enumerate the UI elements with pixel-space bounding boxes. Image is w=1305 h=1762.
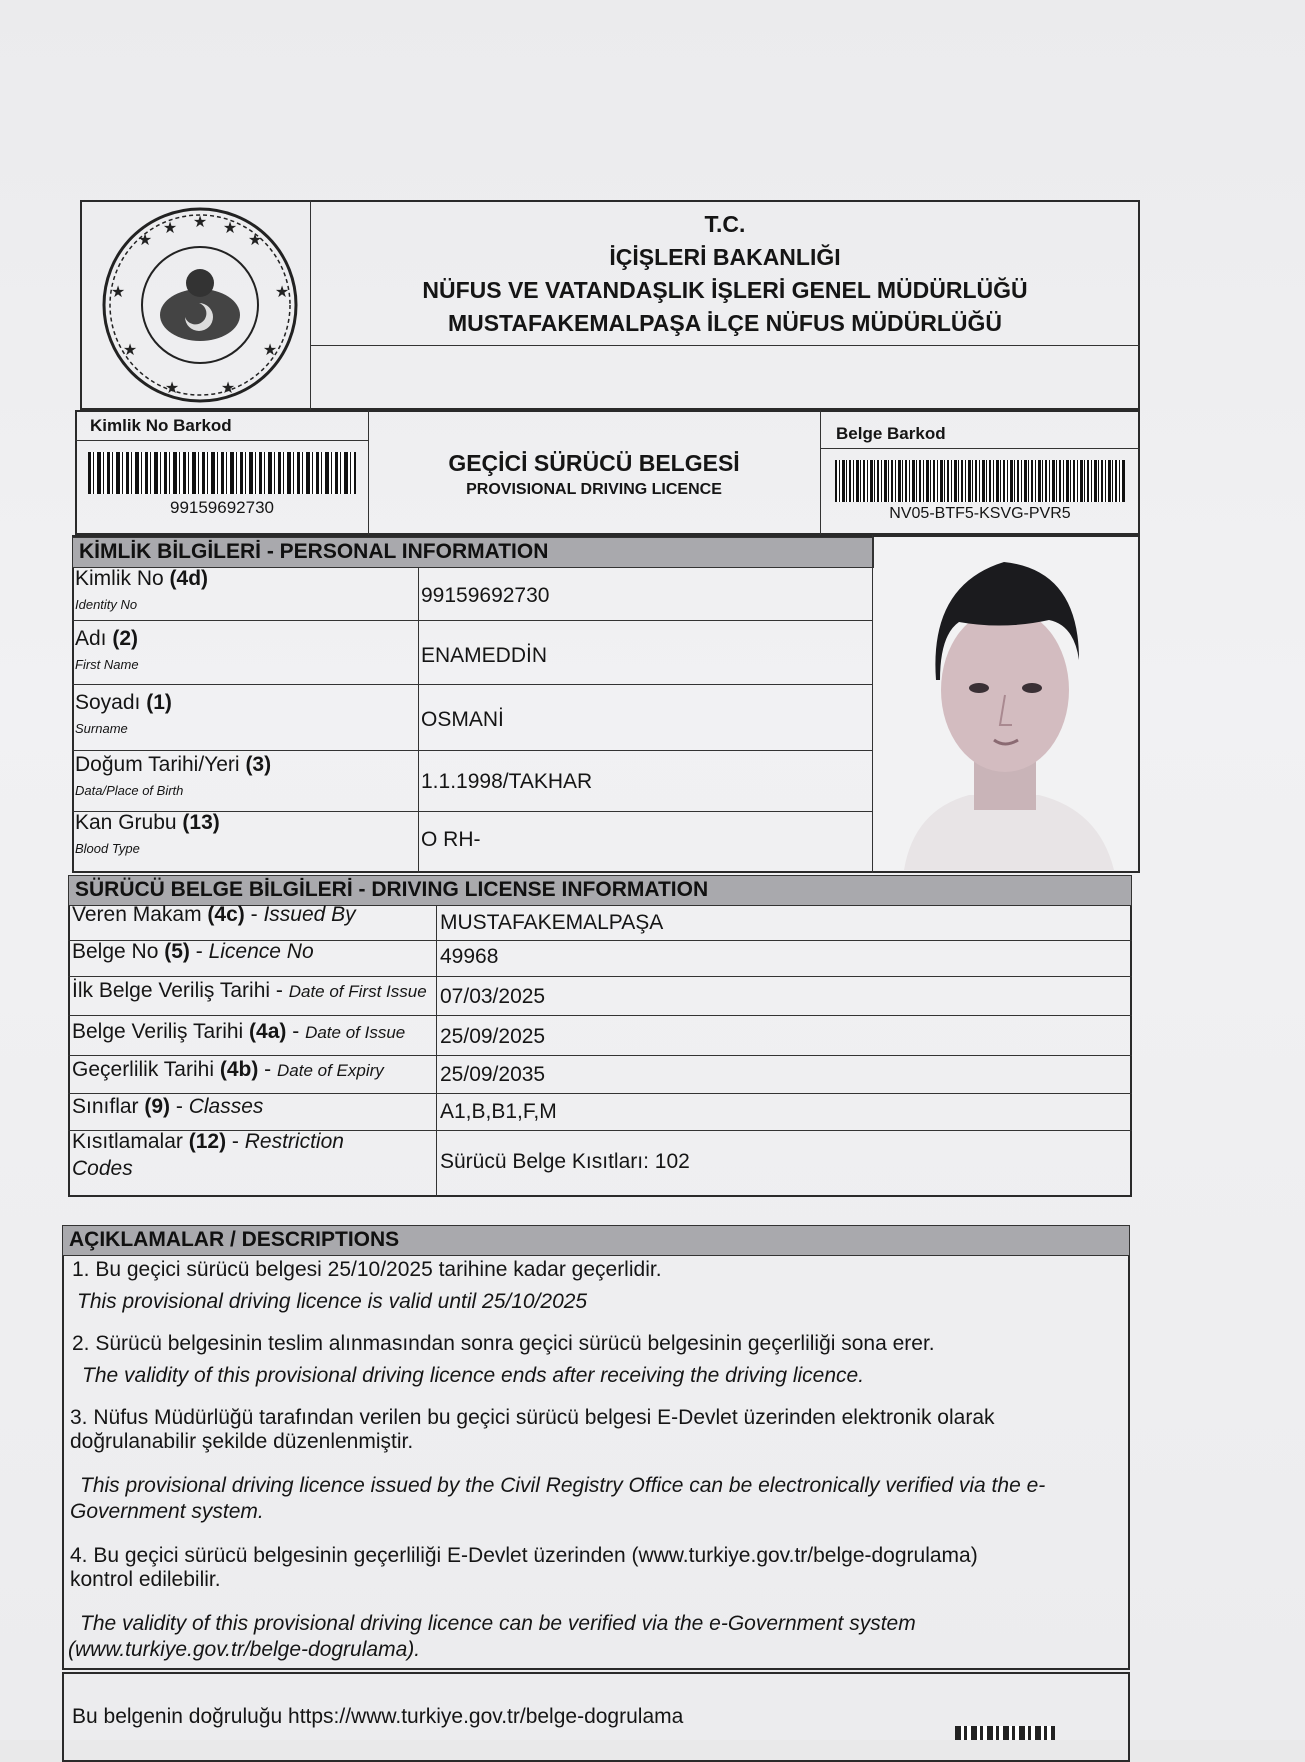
license-info-section-title: SÜRÜCÜ BELGE BİLGİLERİ - DRIVING LICENSE INFORMATION	[68, 875, 1132, 906]
header-line-2: İÇİŞLERİ BAKANLIĞI	[609, 244, 841, 270]
descriptions-section-title: AÇIKLAMALAR / DESCRIPTIONS	[62, 1225, 1130, 1256]
identity-barcode-number: 99159692730	[169, 498, 274, 517]
classes-label: Sınıflar (9) - Classes	[72, 1095, 264, 1118]
birth-date-place-label: Doğum Tarihi/Yeri (3)	[75, 753, 272, 776]
identity-no-label: Kimlik No (4d)	[75, 567, 209, 590]
svg-text:★: ★	[274, 282, 290, 301]
blood-type-label: Kan Grubu (13)	[75, 811, 220, 834]
description-2-en: The validity of this provisional driving licence ends after receiving the driving licence.	[82, 1364, 865, 1387]
svg-text:★: ★	[222, 218, 238, 237]
identity-no-sublabel: Identity No	[75, 597, 138, 612]
identity-no-value: 99159692730	[421, 584, 550, 607]
description-4-tr-line2: kontrol edilebilir.	[70, 1568, 221, 1591]
first-name-value: ENAMEDDİN	[421, 644, 548, 667]
personal-info-section-title: KİMLİK BİLGİLERİ - PERSONAL INFORMATION	[72, 537, 874, 568]
description-3-en-line2: Government system.	[70, 1500, 264, 1523]
classes-value: A1,B,B1,F,M	[440, 1100, 557, 1123]
holder-photo	[874, 540, 1136, 870]
header-line-1: T.C.	[704, 211, 746, 237]
description-3-en-line1: This provisional driving licence issued by the Civil Registry Office can be electronically verified via the e-	[80, 1474, 1046, 1497]
document-barcode-icon	[835, 460, 1125, 502]
restriction-codes-label: Kısıtlamalar (12) - Restriction	[72, 1130, 344, 1153]
svg-text:★: ★	[137, 230, 153, 249]
licence-no-value: 49968	[440, 945, 499, 968]
svg-text:★: ★	[122, 340, 138, 359]
issue-date-value: 25/09/2025	[440, 1025, 546, 1048]
header-line-4: MUSTAFAKEMALPAŞA İLÇE NÜFUS MÜDÜRLÜĞÜ	[447, 310, 1003, 336]
svg-text:★: ★	[262, 340, 278, 359]
restriction-codes-value: Sürücü Belge Kısıtları: 102	[440, 1150, 690, 1173]
birth-date-place-sublabel: Data/Place of Birth	[75, 783, 184, 798]
blood-type-sublabel: Blood Type	[75, 841, 140, 856]
identity-barcode-icon	[88, 452, 356, 494]
description-4-en-line1: The validity of this provisional driving licence can be verified via the e-Government system	[80, 1612, 916, 1635]
document-title-en: PROVISIONAL DRIVING LICENCE	[466, 481, 722, 498]
description-1-tr: 1. Bu geçici sürücü belgesi 25/10/2025 tarihine kadar geçerlidir.	[72, 1258, 662, 1281]
issued-by-label: Veren Makam (4c) - Issued By	[72, 903, 356, 926]
surname-value: OSMANİ	[421, 708, 504, 731]
ministry-seal-icon	[100, 205, 300, 405]
first-name-label: Adı (2)	[75, 627, 139, 650]
document-title-tr: GEÇİCİ SÜRÜCÜ BELGESİ	[448, 450, 740, 476]
first-name-sublabel: First Name	[75, 657, 139, 672]
surname-label: Soyadı (1)	[75, 691, 172, 714]
first-issue-date-label: İlk Belge Veriliş Tarihi - Date of First Issue	[72, 979, 427, 1002]
expiry-date-label: Geçerlilik Tarihi (4b) - Date of Expiry	[72, 1058, 384, 1081]
svg-text:★: ★	[164, 378, 180, 397]
expiry-date-value: 25/09/2035	[440, 1063, 546, 1086]
svg-text:★: ★	[110, 282, 126, 301]
document-barcode-number: NV05-BTF5-KSVG-PVR5	[889, 505, 1071, 522]
description-3-tr-line1: 3. Nüfus Müdürlüğü tarafından verilen bu geçici sürücü belgesi E-Devlet üzerinden elektronik olarak	[70, 1406, 995, 1429]
description-3-tr-line2: doğrulanabilir şekilde düzenlenmiştir.	[70, 1430, 414, 1453]
description-2-tr: 2. Sürücü belgesinin teslim alınmasından sonra geçici sürücü belgesinin geçerliliği sona erer.	[72, 1332, 935, 1355]
svg-text:★: ★	[247, 230, 263, 249]
svg-text:★: ★	[192, 212, 208, 231]
svg-text:★: ★	[162, 218, 178, 237]
issue-date-label: Belge Veriliş Tarihi (4a) - Date of Issue	[72, 1020, 406, 1043]
issued-by-value: MUSTAFAKEMALPAŞA	[440, 911, 664, 934]
restriction-codes-label-line2: Codes	[72, 1157, 133, 1180]
identity-barcode-label: Kimlik No Barkod	[90, 416, 232, 435]
svg-text:★: ★	[220, 378, 236, 397]
blood-type-value: O RH-	[421, 828, 481, 851]
document-barcode-label: Belge Barkod	[836, 424, 946, 443]
birth-date-place-value: 1.1.1998/TAKHAR	[421, 770, 593, 793]
qr-code-icon	[955, 1726, 1055, 1740]
description-4-tr-line1: 4. Bu geçici sürücü belgesinin geçerliliği E-Devlet üzerinden (www.turkiye.gov.tr/belge-dogrulama)	[70, 1544, 978, 1567]
description-1-en: This provisional driving licence is valid until 25/10/2025	[77, 1290, 588, 1313]
first-issue-date-value: 07/03/2025	[440, 985, 546, 1008]
licence-no-label: Belge No (5) - Licence No	[72, 940, 314, 963]
description-4-en-line2: (www.turkiye.gov.tr/belge-dogrulama).	[68, 1638, 421, 1661]
surname-sublabel: Surname	[75, 721, 128, 736]
verification-text: Bu belgenin doğruluğu https://www.turkiye.gov.tr/belge-dogrulama	[72, 1705, 684, 1728]
header-line-3: NÜFUS VE VATANDAŞLIK İŞLERİ GENEL MÜDÜRLÜĞÜ	[422, 277, 1028, 303]
